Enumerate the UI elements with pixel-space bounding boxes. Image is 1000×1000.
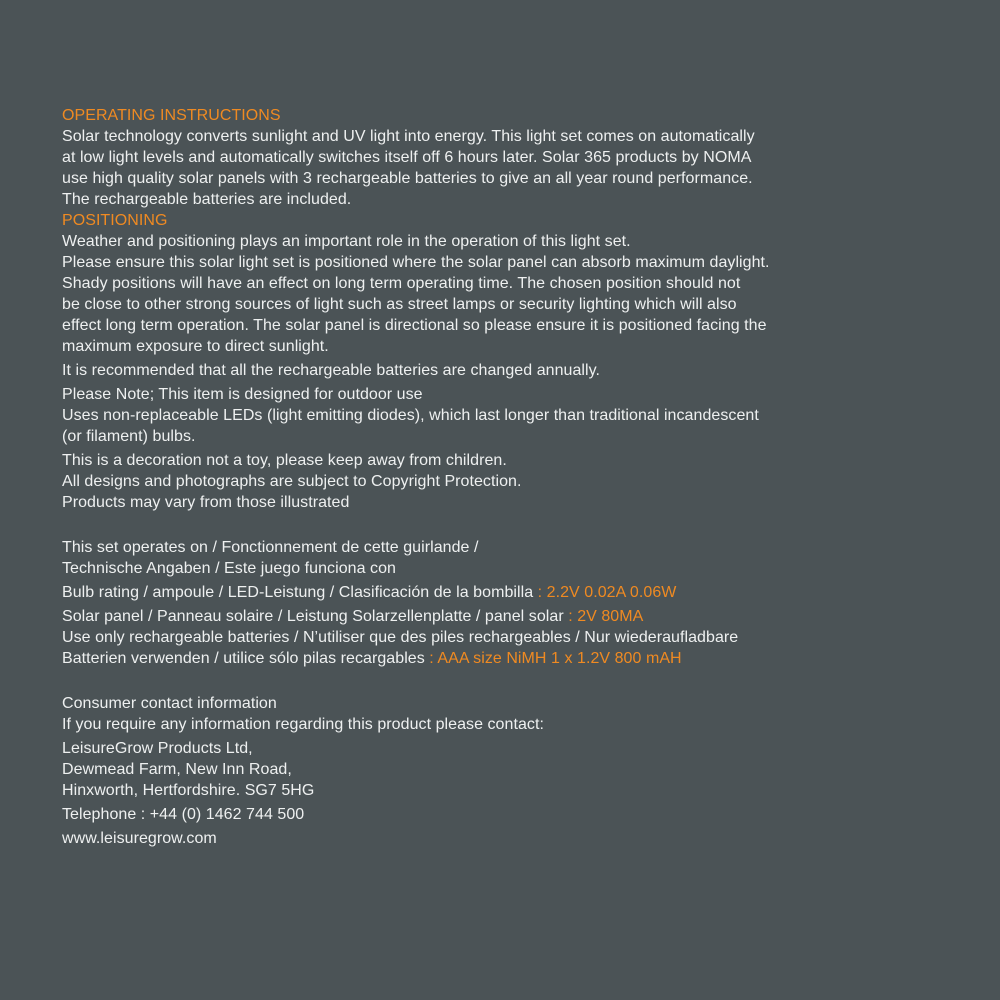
- contact-heading: Consumer contact information: [62, 695, 277, 712]
- positioning-line-3: Shady positions will have an effect on long term operating time. The chosen position should not: [62, 275, 741, 292]
- operating-line-1: Solar technology converts sunlight and UV light into energy. This light set comes on automatically: [62, 128, 755, 145]
- note-copyright: All designs and photographs are subject to Copyright Protection.: [62, 473, 522, 490]
- operating-line-3: use high quality solar panels with 3 rechargeable batteries to give an all year round performance.: [62, 170, 753, 187]
- note-leds-line-2: (or filament) bulbs.: [62, 428, 196, 445]
- specs-intro-line-1: This set operates on / Fonctionnement de cette guirlande /: [62, 539, 479, 556]
- notes-section: [62, 360, 962, 513]
- note-decoration: This is a decoration not a toy, please keep away from children.: [62, 452, 507, 469]
- note-outdoor: Please Note; This item is designed for outdoor use: [62, 386, 423, 403]
- contact-section: [62, 693, 962, 849]
- positioning-section: [62, 210, 962, 357]
- note-recommend: It is recommended that all the rechargeable batteries are changed annually.: [62, 362, 600, 379]
- positioning-line-5: effect long term operation. The solar panel is directional so please ensure it is positioned facing the: [62, 317, 767, 334]
- spec-battery-label: Batterien verwenden / utilice sólo pilas recargables: [62, 650, 425, 667]
- positioning-line-4: be close to other strong sources of light such as street lamps or security lighting which will also: [62, 296, 737, 313]
- contact-address-2: Hinxworth, Hertfordshire. SG7 5HG: [62, 782, 315, 799]
- spec-bulb-value: : 2.2V 0.02A 0.06W: [533, 584, 677, 601]
- spec-battery-line-2: [62, 648, 962, 669]
- specs-intro-line-2: Technische Angaben / Este juego funciona con: [62, 560, 396, 577]
- contact-address-1: Dewmead Farm, New Inn Road,: [62, 761, 292, 778]
- contact-website[interactable]: www.leisuregrow.com: [62, 830, 217, 847]
- instruction-document: [62, 105, 962, 849]
- note-vary: Products may vary from those illustrated: [62, 494, 350, 511]
- operating-line-2: at low light levels and automatically switches itself off 6 hours later. Solar 365 products by NOMA: [62, 149, 752, 166]
- spec-battery-line-1: Use only rechargeable batteries / N’utiliser que des piles rechargeables / Nur wiederaufladbare: [62, 629, 739, 646]
- positioning-line-6: maximum exposure to direct sunlight.: [62, 338, 329, 355]
- contact-company: LeisureGrow Products Ltd,: [62, 740, 253, 757]
- spec-panel-label: Solar panel / Panneau solaire / Leistung Solarzellenplatte / panel solar: [62, 608, 564, 625]
- spec-solar-panel: [62, 606, 962, 627]
- positioning-line-1: Weather and positioning plays an important role in the operation of this light set.: [62, 233, 631, 250]
- spec-battery-value: : AAA size NiMH 1 x 1.2V 800 mAH: [424, 650, 682, 667]
- spec-bulb-label: Bulb rating / ampoule / LED-Leistung / Clasificación de la bombilla: [62, 584, 534, 601]
- positioning-heading: POSITIONING: [62, 212, 168, 229]
- note-leds-line-1: Uses non-replaceable LEDs (light emitting diodes), which last longer than traditional incandescent: [62, 407, 759, 424]
- operating-section: [62, 105, 962, 210]
- specs-section: [62, 537, 962, 669]
- spec-bulb-rating: [62, 582, 962, 603]
- contact-telephone: Telephone : +44 (0) 1462 744 500: [62, 806, 305, 823]
- positioning-line-2: Please ensure this solar light set is positioned where the solar panel can absorb maximum daylight.: [62, 254, 770, 271]
- operating-line-4: The rechargeable batteries are included.: [62, 191, 352, 208]
- operating-heading: OPERATING INSTRUCTIONS: [62, 107, 281, 124]
- contact-intro: If you require any information regarding this product please contact:: [62, 716, 544, 733]
- spec-panel-value: : 2V 80MA: [563, 608, 644, 625]
